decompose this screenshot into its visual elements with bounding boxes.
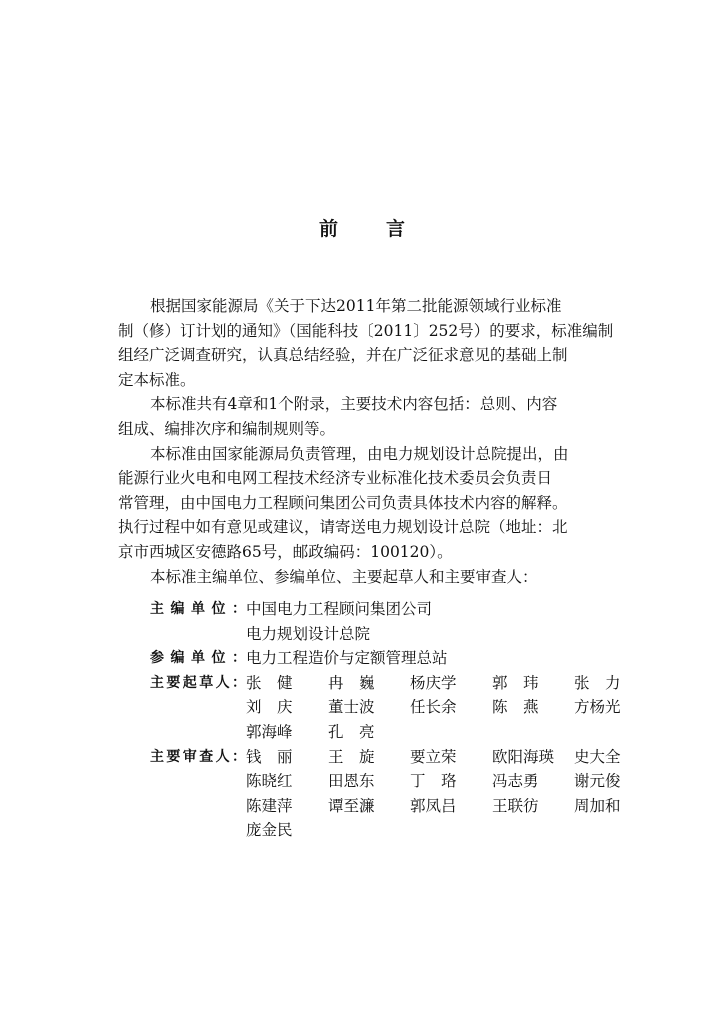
drafter-name: 方杨光: [574, 698, 621, 717]
paragraph-line: 定本标准。: [118, 370, 196, 389]
drafter-name: 张 力: [574, 673, 621, 692]
reviewer-name: 欧阳海瑛: [492, 747, 555, 766]
drafters-label: 主要起草人：: [150, 674, 246, 691]
reviewer-name: 陈建萍: [246, 796, 293, 815]
reviewer-name: 谭至濂: [328, 796, 375, 815]
paragraph-line: 本标准主编单位、参编单位、主要起草人和主要审查人：: [150, 567, 538, 586]
reviewers-label: 主要审查人：: [150, 748, 246, 765]
drafter-name: 杨庆学: [410, 673, 457, 692]
paragraph-line: 常管理，由中国电力工程顾问集团公司负责具体技术内容的解释。: [118, 493, 568, 512]
label-spacer: [150, 622, 246, 647]
co-editor-value: 电力工程造价与定额管理总站: [246, 649, 448, 668]
paragraph-1: [118, 294, 614, 392]
reviewer-name: 丁 珞: [410, 772, 457, 791]
reviewer-name: 田恩东: [328, 772, 375, 791]
reviewer-name: 庞金民: [246, 821, 293, 840]
label-spacer: [150, 769, 246, 794]
chief-editor-row: [150, 622, 656, 647]
paragraph-line: 本标准由国家能源局负责管理，由电力规划设计总院提出，由: [150, 444, 569, 463]
chief-editor-value: 中国电力工程顾问集团公司: [246, 600, 433, 618]
name-group: [246, 818, 328, 843]
paragraph-line: 能源行业火电和电网工程技术经济专业标准化技术委员会负责日: [118, 469, 553, 488]
drafter-name: 郭 玮: [492, 673, 539, 692]
drafter-name: 陈 燕: [492, 698, 539, 717]
reviewer-name: 钱 丽: [246, 747, 293, 766]
paragraph-line: 制（修）订计划的通知》（国能科技〔2011〕252号）的要求，标准编制: [118, 321, 614, 340]
reviewers-row: [150, 818, 656, 843]
co-editor-row: [150, 646, 656, 671]
label-spacer: [150, 818, 246, 843]
reviewer-name: 冯志勇: [492, 772, 539, 791]
drafter-name: 刘 庆: [246, 698, 293, 717]
reviewer-name: 郭凤吕: [410, 796, 457, 815]
paragraph-line: 根据国家能源局《关于下达2011年第二批能源领域行业标准: [150, 297, 562, 315]
reviewers-row: [150, 769, 656, 794]
preface-body: [118, 294, 614, 589]
name-group: [246, 695, 656, 720]
chief-editor-row: [150, 597, 656, 622]
drafter-name: 冉 巍: [328, 673, 375, 692]
paragraph-line: 本标准共有4章和1个附录，主要技术内容包括：总则、内容: [150, 395, 558, 414]
title-char-2: 言: [386, 218, 406, 240]
drafter-name: 董士波: [328, 698, 375, 717]
paragraph-line: 组经广泛调查研究，认真总结经验，并在广泛征求意见的基础上制: [118, 346, 568, 365]
paragraph-4: [118, 565, 598, 590]
co-editor-label: 参编单位：: [150, 650, 246, 667]
chief-editor-label: 主编单位：: [150, 601, 246, 617]
drafter-name: 孔 亮: [328, 722, 375, 741]
reviewer-name: 周加和: [574, 796, 621, 815]
credits-list: [150, 597, 656, 843]
drafter-name: 张 健: [246, 673, 293, 692]
title-char-1: 前: [318, 218, 338, 240]
drafter-name: 任长余: [410, 698, 457, 717]
label-spacer: [150, 794, 246, 819]
reviewers-row: [150, 794, 656, 819]
drafters-row: [150, 720, 656, 745]
reviewer-name: 陈晓红: [246, 772, 293, 791]
page-title: [0, 214, 724, 241]
label-spacer: [150, 695, 246, 720]
reviewer-name: 史大全: [574, 747, 621, 766]
drafters-row: [150, 695, 656, 720]
paragraph-3: [118, 442, 598, 565]
reviewers-row: [150, 745, 656, 770]
paragraph-line: 组成、编排次序和编制规则等。: [118, 419, 336, 438]
label-spacer: [150, 720, 246, 745]
paragraph-line: 京市西城区安德路65号，邮政编码：100120）。: [118, 542, 453, 561]
name-group: [246, 720, 410, 745]
chief-editor-value: 电力规划设计总院: [246, 624, 371, 643]
reviewer-name: 王联彷: [492, 796, 539, 815]
name-group: [246, 745, 656, 770]
drafter-name: 郭海峰: [246, 722, 293, 741]
paragraph-line: 执行过程中如有意见或建议，请寄送电力规划设计总院（地址：北: [118, 518, 568, 537]
paragraph-2: [118, 392, 598, 441]
name-group: [246, 671, 656, 696]
reviewer-name: 要立荣: [410, 747, 457, 766]
name-group: [246, 769, 656, 794]
name-group: [246, 794, 656, 819]
reviewer-name: 王 旋: [328, 747, 375, 766]
drafters-row: [150, 671, 656, 696]
reviewer-name: 谢元俊: [574, 772, 621, 791]
